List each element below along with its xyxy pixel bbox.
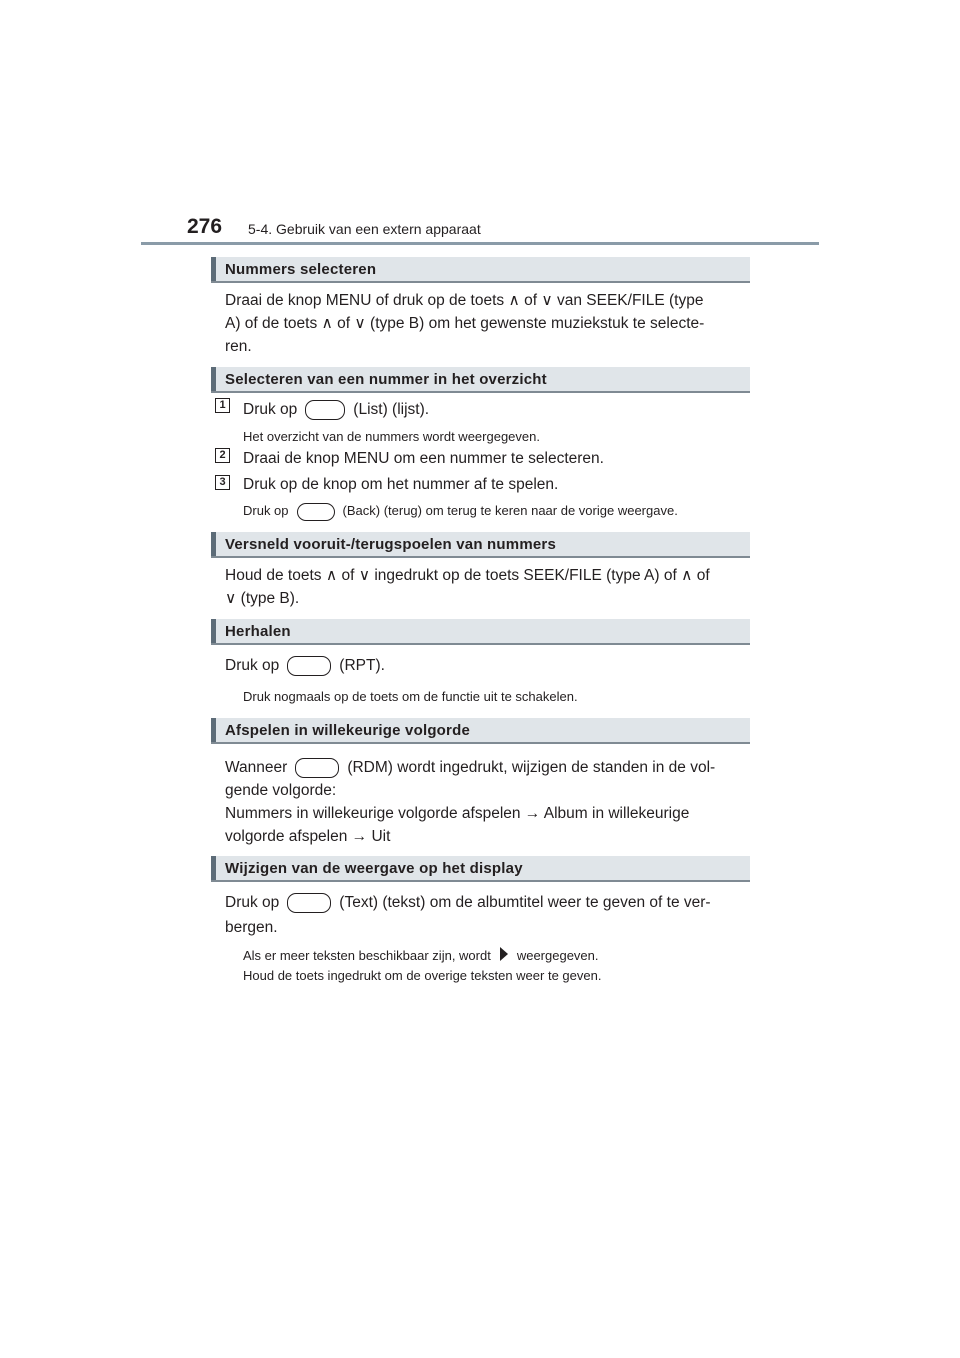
section-title: Versneld vooruit-/terugspoelen van nummers <box>225 536 556 553</box>
right-triangle-icon <box>499 946 509 967</box>
list-button-icon <box>305 400 345 420</box>
header-divider <box>141 242 819 245</box>
note-text: weergegeven. <box>516 947 599 963</box>
body-text: Druk op <box>225 657 280 674</box>
step-number-3: 3 <box>215 475 230 490</box>
section-title: Nummers selecteren <box>225 261 377 278</box>
heading-bar <box>211 257 216 281</box>
body-line: volgorde afspelen → Uit <box>225 828 391 845</box>
section-title: Selecteren van een nummer in het overzicht <box>225 371 547 388</box>
body-line: Houd de toets ∧ of ∨ ingedrukt op de toets SEEK/FILE (type A) of ∧ of <box>225 567 710 584</box>
section-heading-willekeurig <box>211 718 750 744</box>
heading-bar <box>211 367 216 391</box>
display-note-1 <box>243 946 599 967</box>
body-line: gende volgorde: <box>225 782 337 799</box>
heading-bar <box>211 532 216 556</box>
body-line: A) of de toets ∧ of ∨ (type B) om het gewenste muziekstuk te selecte- <box>225 315 705 332</box>
chapter-title: 5-4. Gebruik van een extern apparaat <box>248 221 481 237</box>
page-number: 276 <box>187 215 223 238</box>
section-body <box>225 756 745 848</box>
body-text: Druk op <box>225 894 280 911</box>
step-2: Draai de knop MENU om een nummer te selecteren. <box>243 450 604 467</box>
heading-bar <box>211 619 216 643</box>
note-text: (Back) (terug) om terug te keren naar de vorige weergave. <box>342 503 678 518</box>
step-text: (List) (lijst). <box>353 401 430 419</box>
section-body <box>225 891 745 939</box>
step-3: Druk op de knop om het nummer af te spelen. <box>243 476 559 493</box>
section-title: Wijzigen van de weergave op het display <box>225 860 523 877</box>
body-line: Draai de knop MENU of druk op de toets ∧ of ∨ van SEEK/FILE (type <box>225 292 704 309</box>
section-heading-herhalen <box>211 619 750 645</box>
section-title: Herhalen <box>225 623 291 640</box>
section-heading-selecteren-overzicht <box>211 367 750 393</box>
body-line: ∨ (type B). <box>225 590 300 607</box>
section-heading-weergave-display <box>211 856 750 882</box>
step-3-note <box>243 502 678 521</box>
body-line: bergen. <box>225 919 278 936</box>
body-line <box>225 891 745 914</box>
body-line: ren. <box>225 338 252 355</box>
text-button-icon <box>287 893 331 913</box>
note-text: Als er meer teksten beschikbaar zijn, wordt <box>243 947 491 963</box>
herhalen-note: Druk nogmaals op de toets om de functie uit te schakelen. <box>243 689 578 704</box>
rdm-button-icon <box>295 758 339 778</box>
note-text: Druk op <box>243 503 289 518</box>
step-1 <box>243 400 429 420</box>
section-body <box>225 654 745 677</box>
back-button-icon <box>297 503 335 521</box>
section-heading-versneld-spoelen <box>211 532 750 558</box>
body-text: (RPT). <box>339 657 385 674</box>
step-text: Druk op <box>243 401 298 419</box>
body-text: (Text) (tekst) om de albumtitel weer te geven of te ver- <box>339 894 711 911</box>
section-heading-nummers-selecteren <box>211 257 750 283</box>
body-text: (RDM) wordt ingedrukt, wijzigen de standen in de vol- <box>347 759 716 776</box>
step-number-1: 1 <box>215 398 230 413</box>
step-number-2: 2 <box>215 448 230 463</box>
section-title: Afspelen in willekeurige volgorde <box>225 722 470 739</box>
body-line: Nummers in willekeurige volgorde afspelen → Album in willekeurige <box>225 805 690 822</box>
step-1-note: Het overzicht van de nummers wordt weergegeven. <box>243 429 540 444</box>
section-body <box>225 564 745 610</box>
body-text: Wanneer <box>225 759 288 776</box>
display-note-2: Houd de toets ingedrukt om de overige teksten weer te geven. <box>243 968 602 983</box>
heading-bar <box>211 856 216 880</box>
section-body <box>225 289 745 358</box>
body-line <box>225 756 745 779</box>
heading-bar <box>211 718 216 742</box>
rpt-button-icon <box>287 656 331 676</box>
